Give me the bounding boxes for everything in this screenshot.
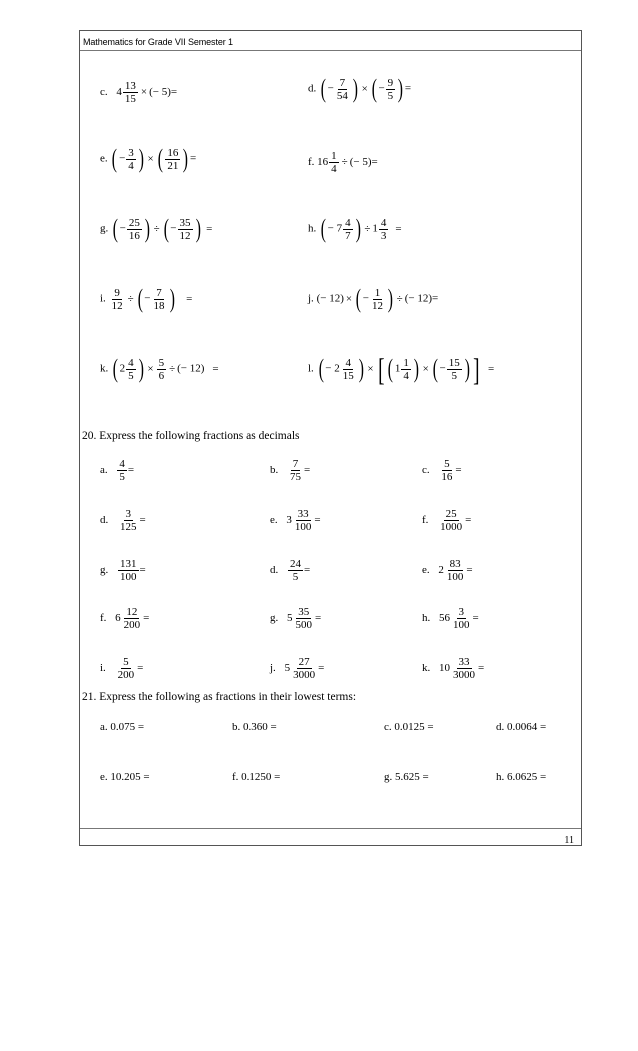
equals-sign: = — [315, 612, 322, 625]
fraction: $\frac{7}{75}$ — [290, 458, 301, 483]
fraction: $\frac{4}{3}$ — [380, 216, 387, 242]
problem-19d: d. ( − $\frac{7}{54}$ ) × ( − $\frac{9}{5}$ ) = — [308, 74, 412, 103]
item-label: d. — [308, 82, 317, 95]
q21-item: h. 6.0625 = — [496, 771, 547, 783]
item-label: d. — [270, 564, 279, 577]
item-label: k. — [100, 362, 109, 375]
item-label: k. — [422, 662, 431, 675]
item-label: f. — [308, 156, 315, 169]
whole-part: 4 — [116, 86, 122, 99]
q21-item: d. 0.0064 = — [496, 721, 547, 733]
problem-19c: c. 4 $\frac{13}{15}$ × (− 5)= — [100, 80, 178, 105]
whole-part: 5 — [287, 612, 293, 625]
equals-sign: = — [304, 564, 311, 577]
whole-part: 2 — [438, 564, 444, 577]
q20-item — [100, 656, 143, 681]
page-number: 11 — [564, 835, 574, 846]
whole-part: 5 — [284, 662, 291, 675]
q21-item: g. 5.625 = — [384, 771, 429, 783]
problem-19j: j. (− 12) × ( − $\frac{1}{12}$ ) ÷ (− 12)= — [308, 284, 439, 313]
q20-item — [270, 508, 321, 533]
fraction: $\frac{9}{5}$ — [387, 76, 394, 102]
q21-item: e. 10.205 = — [100, 771, 150, 783]
fraction: $\frac{4}{15}$ — [342, 356, 354, 382]
page-header: Mathematics for Grade VII Semester 1 — [83, 37, 233, 47]
fraction: $\frac{5}{200}$ — [117, 656, 135, 681]
q20-item — [422, 508, 471, 533]
fraction: $\frac{83}{100}$ — [446, 558, 464, 583]
footer-rule — [80, 828, 581, 829]
fraction: $\frac{131}{100}$ — [120, 558, 137, 583]
q20-item — [270, 606, 321, 631]
item-label: h. — [422, 612, 431, 625]
problem-19i: i. $\frac{9}{12}$ ÷ ( − $\frac{7}{18}$ ) = — [100, 284, 193, 313]
q20-item — [270, 458, 310, 483]
item-label: g. — [270, 612, 279, 625]
q21-item: b. 0.360 = — [232, 721, 277, 733]
q20-item — [100, 606, 149, 631]
item-label: j. — [308, 292, 314, 305]
q21-item: a. 0.075 = — [100, 721, 145, 733]
item-label: f. — [100, 612, 107, 625]
fraction: $\frac{4}{7}$ — [345, 216, 351, 242]
header-rule — [80, 50, 581, 51]
item-label: g. — [100, 222, 109, 235]
equals-sign: = — [137, 662, 144, 675]
item-label: j. — [270, 662, 276, 675]
fraction: $\frac{25}{16}$ — [128, 216, 140, 242]
equals-sign: = — [455, 464, 462, 477]
q20-item — [100, 458, 134, 483]
fraction: $\frac{7}{54}$ — [336, 76, 348, 102]
fraction: $\frac{16}{21}$ — [167, 146, 179, 172]
equals-sign: = — [466, 564, 473, 577]
problem-19l: l. ( − 2 $\frac{4}{15}$ ) × [ ( 1 $\frac{1}{4}$ ) × ( − $\frac{15}{5}$ ) ] = — [308, 351, 495, 387]
item-label: a. — [100, 464, 108, 477]
item-label: i. — [100, 292, 106, 305]
whole-part: 6 — [115, 612, 121, 625]
q20-item — [422, 656, 484, 681]
problem-19k: k. ( 2 $\frac{4}{5}$ ) × $\frac{5}{6}$ ÷ (− 12) = — [100, 354, 219, 383]
fraction: $\frac{25}{1000}$ — [440, 508, 463, 533]
q21-item: c. 0.0125 = — [384, 721, 434, 733]
fraction: $\frac{7}{18}$ — [153, 286, 165, 312]
fraction: $\frac{35}{12}$ — [179, 216, 191, 242]
equals-sign: = — [318, 662, 325, 675]
equals-sign: = — [139, 514, 146, 527]
q20-item — [100, 558, 146, 583]
item-label: e. — [422, 564, 430, 577]
fraction: $\frac{13}{15}$ — [124, 80, 136, 105]
item-label: b. — [270, 464, 279, 477]
problem-19f: f. 16 $\frac{1}{4}$ ÷ (− 5)= — [308, 150, 378, 175]
item-label: c. — [422, 464, 430, 477]
equals-sign: = — [304, 464, 311, 477]
item-label: g. — [100, 564, 109, 577]
q20-item — [422, 558, 473, 583]
item-label: l. — [308, 362, 314, 375]
fraction: $\frac{5}{6}$ — [158, 356, 165, 382]
whole-part: 56 — [439, 612, 450, 625]
q20-item — [100, 508, 146, 533]
fraction: $\frac{5}{16}$ — [441, 458, 453, 483]
fraction: $\frac{15}{5}$ — [448, 356, 460, 382]
q20-item — [270, 558, 310, 583]
fraction: $\frac{9}{12}$ — [111, 286, 123, 312]
fraction: $\frac{12}{200}$ — [123, 606, 141, 631]
fraction: $\frac{3}{4}$ — [128, 146, 134, 172]
fraction: $\frac{3}{100}$ — [453, 606, 470, 631]
equals-sign: = — [465, 514, 472, 527]
equals-sign: = — [143, 612, 150, 625]
problem-19h: h. ( − 7 $\frac{4}{7}$ ) ÷ 1 $\frac{4}{3}$ = — [308, 214, 402, 243]
item-label: e. — [270, 514, 278, 527]
problem-19e: e. ( − $\frac{3}{4}$ ) × ( $\frac{16}{21}$ ) = — [100, 144, 197, 173]
whole-part: 3 — [286, 514, 292, 527]
q20-item — [422, 458, 462, 483]
question-21-heading: 21. Express the following as fractions in their lowest terms: — [82, 691, 357, 703]
item-label: h. — [308, 222, 317, 235]
whole-part: 10 — [439, 662, 450, 675]
problem-19g: g. ( − $\frac{25}{16}$ ) ÷ ( − $\frac{35}{12}$ ) = — [100, 214, 213, 243]
q21-item: f. 0.1250 = — [232, 771, 281, 783]
fraction: $\frac{3}{125}$ — [120, 508, 137, 533]
fraction: $\frac{1}{4}$ — [403, 356, 409, 382]
fraction: $\frac{24}{5}$ — [290, 558, 301, 583]
question-20-heading: 20. Express the following fractions as decimals — [82, 430, 300, 442]
fraction: $\frac{1}{4}$ — [331, 150, 337, 175]
item-label: d. — [100, 514, 109, 527]
fraction: $\frac{27}{3000}$ — [293, 656, 316, 681]
item-label: i. — [100, 662, 106, 675]
fraction: $\frac{33}{3000}$ — [453, 656, 475, 681]
item-label: e. — [100, 152, 108, 165]
equals-sign: = — [139, 564, 146, 577]
fraction: $\frac{4}{5}$ — [119, 458, 125, 483]
fraction: $\frac{4}{5}$ — [128, 356, 134, 382]
fraction: $\frac{35}{500}$ — [295, 606, 312, 631]
fraction: $\frac{1}{12}$ — [371, 286, 383, 312]
q20-item — [422, 606, 479, 631]
item-label: c. — [100, 86, 108, 99]
equals-sign: = — [472, 612, 479, 625]
equals-sign: = — [478, 662, 485, 675]
item-label: f. — [422, 514, 429, 527]
equals-sign: = — [127, 464, 135, 477]
q20-item — [270, 656, 324, 681]
equals-sign: = — [314, 514, 321, 527]
fraction: $\frac{33}{100}$ — [294, 508, 312, 533]
